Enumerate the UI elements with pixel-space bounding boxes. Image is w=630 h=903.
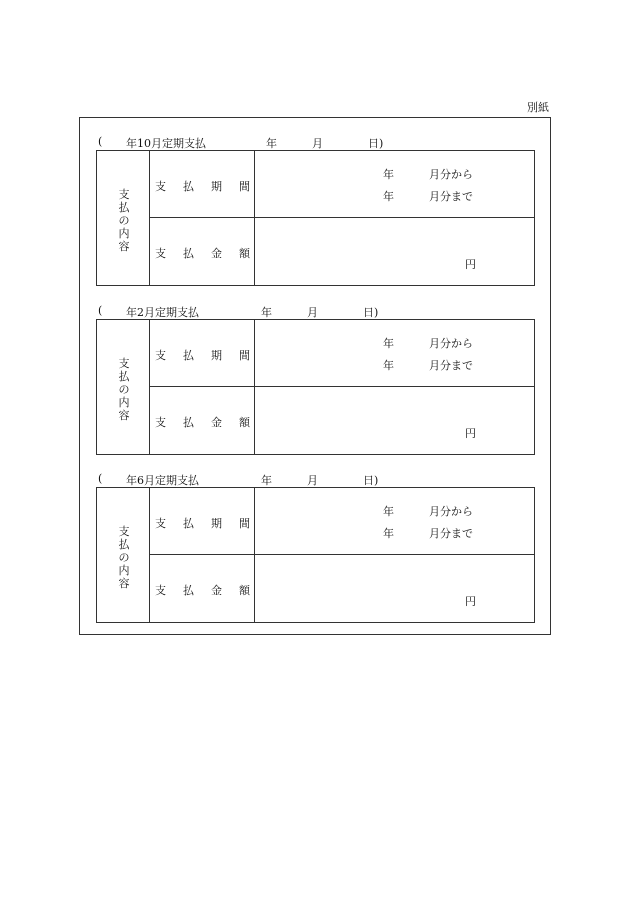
- period-from-year: 年: [383, 505, 394, 518]
- period-label: 支 払 期 間: [155, 180, 250, 193]
- period-from-year: 年: [383, 168, 394, 181]
- payment-table: [96, 319, 535, 455]
- column-divider: [254, 488, 255, 622]
- side-label-cell: [97, 151, 150, 285]
- side-label: 支 払 の 内 容: [118, 188, 130, 253]
- amount-label: 支 払 金 額: [155, 584, 250, 597]
- heading-day: 日): [363, 306, 379, 319]
- payment-table: [96, 487, 535, 623]
- heading-day: 日): [368, 137, 384, 150]
- heading-title: 年6月定期支払: [126, 474, 199, 487]
- block-heading: [96, 472, 536, 488]
- period-to-year: 年: [383, 190, 394, 203]
- heading-year: 年: [266, 137, 277, 150]
- amount-unit: 円: [465, 258, 476, 271]
- amount-unit: 円: [465, 595, 476, 608]
- annex-label: 別紙: [527, 101, 549, 114]
- period-from-month: 月分から: [429, 168, 473, 181]
- heading-year: 年: [261, 306, 272, 319]
- block-heading: [96, 135, 536, 151]
- heading-open-paren: (: [98, 472, 103, 485]
- side-label-cell: [97, 320, 150, 454]
- heading-month: 月: [312, 137, 323, 150]
- side-label: 支 払 の 内 容: [118, 525, 130, 590]
- period-to-year: 年: [383, 527, 394, 540]
- period-to-month: 月分まで: [429, 359, 473, 372]
- amount-label: 支 払 金 額: [155, 247, 250, 260]
- period-to-month: 月分まで: [429, 527, 473, 540]
- period-to-year: 年: [383, 359, 394, 372]
- side-label: 支 払 の 内 容: [118, 357, 130, 422]
- heading-open-paren: (: [98, 135, 103, 148]
- heading-title: 年10月定期支払: [126, 137, 206, 150]
- payment-table: [96, 150, 535, 286]
- form-frame: [79, 117, 551, 635]
- period-label: 支 払 期 間: [155, 517, 250, 530]
- period-from-month: 月分から: [429, 337, 473, 350]
- block-heading: [96, 304, 536, 320]
- heading-year: 年: [261, 474, 272, 487]
- heading-title: 年2月定期支払: [126, 306, 199, 319]
- period-label: 支 払 期 間: [155, 349, 250, 362]
- period-from-month: 月分から: [429, 505, 473, 518]
- amount-label: 支 払 金 額: [155, 416, 250, 429]
- heading-day: 日): [363, 474, 379, 487]
- period-from-year: 年: [383, 337, 394, 350]
- amount-unit: 円: [465, 427, 476, 440]
- period-to-month: 月分まで: [429, 190, 473, 203]
- heading-month: 月: [307, 306, 318, 319]
- column-divider: [254, 151, 255, 285]
- heading-open-paren: (: [98, 304, 103, 317]
- side-label-cell: [97, 488, 150, 622]
- heading-month: 月: [307, 474, 318, 487]
- column-divider: [254, 320, 255, 454]
